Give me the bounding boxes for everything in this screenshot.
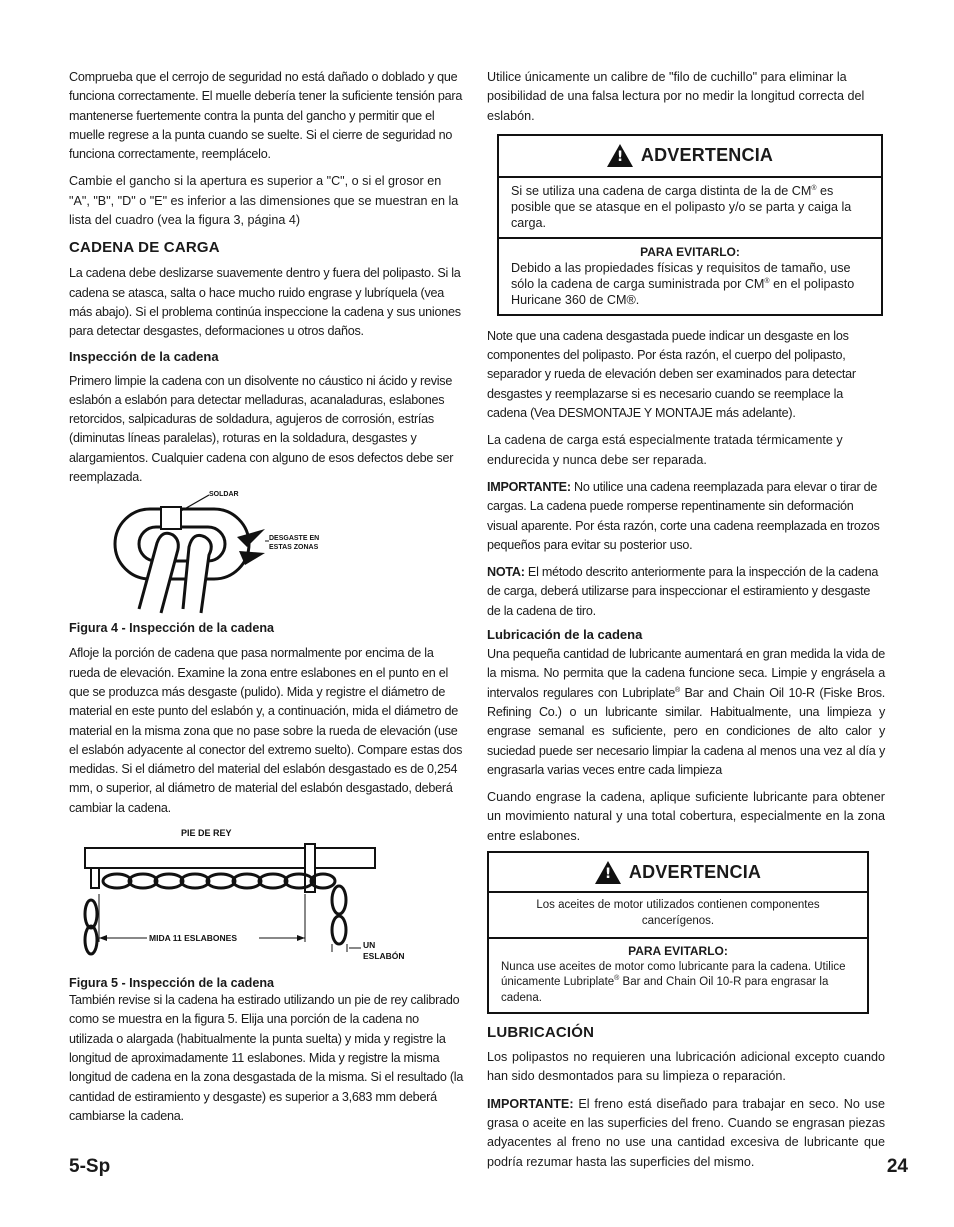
important-label: IMPORTANTE: (487, 1096, 574, 1111)
hook-replace-paragraph: Cambie el gancho si la apertura es superior a "C", o si el grosor en "A", "B", "D" o "E" es inferior a las dimensiones que se muestran en la lista del cuadro (vea la figura 3, página 4) (69, 174, 459, 228)
fig5-caliper-label: PIE DE REY (181, 828, 232, 839)
avoid-heading: PARA EVITARLO: (628, 944, 728, 959)
warning-triangle-icon: ! (595, 861, 621, 884)
note-label: NOTA: (487, 565, 525, 580)
warning-avoid (489, 937, 867, 1012)
chain-link-diagram (69, 491, 465, 619)
hook-latch-paragraph: Comprueba que el cerrojo de seguridad no está dañado o doblado y que funciona correctamente. El muelle debería tener la suficiente tensión para mantenerse fuertemente contra la punta del gancho y permitir que el muelle regrese a la punta cuando se suelte. Si el cierre de seguridad no funciona correctamente, reemplácelo. (69, 70, 463, 162)
caliper-paragraph: También revise si la cadena ha estirado utilizando un pie de rey calibrado como se muestra en la figura 5. Elija una porción de la cadena no utilizada o alargada (habitualmente la punta suelta) y mida y registre la longitud de aproximadamente 11 eslabones. Mida y registre la misma longitud de cadena en la zona desgastada de la misma. Si el resultado (la cantidad de estiramiento y desgaste) es superior a 3,683 mm deberá cambiarse la cadena. (69, 993, 464, 1123)
knife-edge-paragraph: Utilice únicamente un calibre de "filo de cuchillo" para eliminar la posibilidad de una falsa lectura por no medir la longitud correcta del eslabón. (487, 70, 865, 123)
avoid-text-a: Nunca use aceites de motor como lubricante para la cadena. Utilice únicamente Lubriplate (501, 960, 846, 989)
heat-treated-paragraph: La cadena de carga está especialmente tratada térmicamente y endurecida y nunca debe ser reparada. (487, 433, 843, 467)
worn-chain-paragraph: Note que una cadena desgastada puede indicar un desgaste en los componentes del polipasto. Por ésta razón, el cuerpo del polipasto, separador y rueda de elevación deben ser examinados para detectar desgastes y reemplazarse si es necesario cuando se reemplace la cadena (Vea DESMONTAJE Y MONTAJE más adelante). (487, 328, 856, 421)
chain-inspection-heading: Inspección de la cadena (69, 348, 219, 364)
fig5-one-label: UN (363, 940, 376, 951)
warning-box-oil (487, 851, 869, 1014)
avoid-heading: PARA EVITARLO: (640, 244, 740, 259)
important-label: IMPORTANTE: (487, 479, 571, 494)
fig4-weld-label: SOLDAR (209, 491, 239, 499)
page-number: 24 (886, 1156, 908, 1177)
chain-lubrication-paragraph (487, 645, 885, 780)
warning-triangle-icon: ! (607, 144, 633, 167)
fig4-wear-label-2: ESTAS ZONAS (269, 544, 319, 552)
fig5-link-label: ESLABÓN (363, 951, 405, 962)
important-brake-paragraph (487, 1095, 885, 1172)
registered-mark: ® (811, 184, 817, 192)
note-text: El método descrito anteriormente para la inspección de la cadena de carga, deberá utilizarse para inspeccionar el estiramiento y desgaste de la cadena de tiro. (487, 565, 879, 618)
wear-measure-paragraph: Afloje la porción de cadena que pasa normalmente por encima de la rueda de elevación. Examine la zona entre eslabones en el punto en el que se produzca más desgaste (pulido). Mida y registre el diámetro de material en este punto del eslabón y, a continuación, mida el diámetro de material en la misma zona que no pase sobre la rueda de elevación (use el eslabón adyacente al conector del extremo suelto). Compare estas dos medidas. Si el diámetro del material del eslabón desgastado es de 0,254 mm, o superior, al diámetro de material del eslabón desgastado, deberá cambiar la cadena. (69, 646, 463, 815)
page-label-left: 5-Sp (69, 1156, 111, 1177)
warning-box-chain (497, 134, 883, 316)
left-column (69, 68, 465, 1126)
figure-5 (69, 824, 465, 974)
registered-mark: ® (764, 277, 770, 285)
lube-text-a: Una pequeña cantidad de lubricante aumentará en gran medida la vida de la misma. No permita que la cadena funcione seca. Limpie y engrásela a intervalos regulares con Lubriplate (487, 647, 885, 700)
important-text: El freno está diseñado para trabajar en seco. No use grasa o aceite en las superficies del freno. Cuando se engrasan piezas adyacentes al freno no use una cantidad excesiva de lubricante que podría rezumar hasta las superficies del mismo. (487, 1096, 885, 1169)
load-chain-paragraph: La cadena debe deslizarse suavemente dentro y fuera del polipasto. Si la cadena se atasca, salta o hace mucho ruido engrase y lubríquela (vea más abajo). Si el problema continúa inspeccione la cadena y sus uniones para detectar desgastes, deformaciones u otros daños. (69, 266, 461, 339)
warning-header (499, 136, 881, 178)
fig5-measure-label: MIDA 11 ESLABONES (149, 933, 238, 944)
important-replaced-paragraph (487, 478, 885, 555)
figure-4 (69, 491, 465, 619)
fig4-wear-label-1: DESGASTE EN (269, 535, 320, 543)
figure-4-caption: Figura 4 - Inspección de la cadena (69, 621, 275, 636)
lube-text-b: Bar and Chain Oil 10-R (Fiske Bros. Refining Co.) o un lubricante similar. Habitualmente, una limpieza y engrase semanal es suficiente, pero en condiciones de alto calor y suciedad puede ser necesario limpiar la cadena al menos una vez al día y engrasarla varias veces entre cada limpieza (487, 685, 885, 777)
warning-avoid (499, 237, 881, 314)
grease-paragraph: Cuando engrase la cadena, aplique suficiente lubricante para obtener un movimiento natural y una total cobertura, especialmente en la zona entre eslabones. (487, 790, 885, 843)
registered-mark: ® (674, 686, 680, 694)
lubrication-heading: LUBRICACIÓN (487, 1024, 595, 1042)
avoid-text-b: en el polipasto Huricane 360 de CM®. (511, 276, 855, 307)
warning-header (489, 853, 867, 893)
chain-inspection-paragraph: Primero limpie la cadena con un disolvente no cáustico ni ácido y revise eslabón a eslabón para detectar melladuras, acanaladuras, eslabones retorcidos, salpicaduras de soldadura, agujeros de corrosión, estrías (diminutas líneas paralelas), roturas en la soldadura, desgastes y alargamientos. Cualquier cadena con alguno de esos defectos debe ser reemplazada. (69, 373, 454, 485)
registered-mark: ® (614, 975, 620, 983)
avoid-text-a: Debido a las propiedades físicas y requisitos de tamaño, use sólo la cadena de carga suministrada por CM (511, 260, 851, 291)
load-chain-heading: CADENA DE CARGA (69, 239, 220, 257)
avoid-text-b: Bar and Chain Oil 10-R para engrasar la cadena. (501, 976, 829, 1004)
important-text: No utilice una cadena reemplazada para elevar o tirar de cargas. La cadena puede romperse repentinamente sin deformación visual aparente. Por ésta razón, corte una cadena reemplazada en trozos pequeños para evitar su posterior uso. (487, 479, 880, 552)
warning-text-a: Si se utiliza una cadena de carga distinta de la de CM (511, 183, 812, 198)
lubrication-paragraph: Los polipastos no requieren una lubricación adicional excepto cuando han sido desmontados para su limpieza o reparación. (487, 1050, 885, 1084)
right-column (487, 68, 885, 1172)
caliper-diagram (69, 824, 465, 974)
figure-5-caption: Figura 5 - Inspección de la cadena (69, 976, 275, 991)
warning-title: ADVERTENCIA (628, 861, 762, 882)
note-paragraph (487, 563, 885, 621)
warning-title: ADVERTENCIA (640, 145, 774, 166)
warning-text: Los aceites de motor utilizados contienen componentes cancerígenos. (536, 899, 820, 927)
warning-text (499, 178, 881, 237)
warning-text-b: es posible que se atasque en el polipasto y/o se parta y caiga la carga. (511, 183, 852, 230)
chain-lubrication-heading: Lubricación de la cadena (487, 627, 643, 643)
